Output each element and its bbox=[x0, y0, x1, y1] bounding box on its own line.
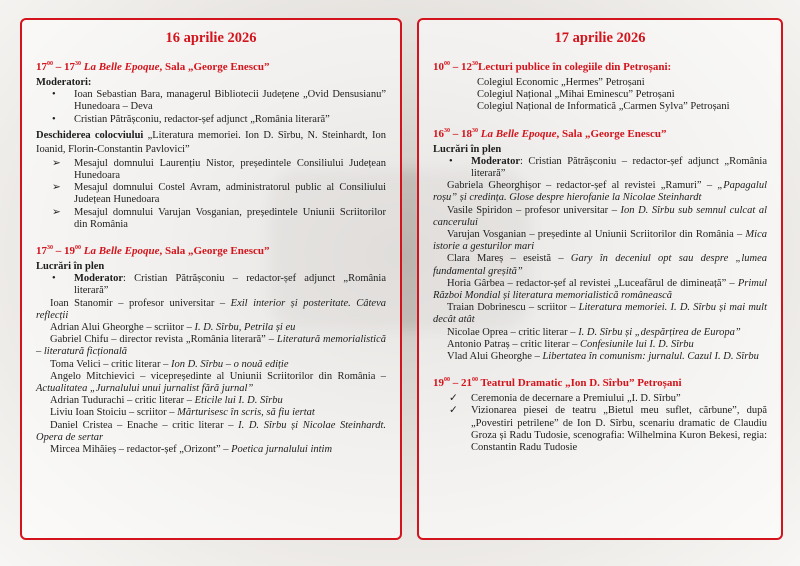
talk-title: Literatura memoriei. I. D. Sîrbu și mai mult decât atât bbox=[433, 302, 767, 326]
speaker: Nicolae Oprea – critic literar – bbox=[447, 326, 579, 338]
arrow-bullet-icon: ➢ bbox=[52, 182, 61, 194]
talk-entry bbox=[36, 298, 386, 322]
session-heading: $17^{00} - 17^{30}$ La Belle Epoque, Sala „George Enescu” bbox=[36, 61, 270, 73]
talk-title: Libertatea în comunism: jurnalul. Cazul I. D. Sîrbu bbox=[542, 351, 759, 363]
speaker: Adrian Tudurachi – critic literar – bbox=[50, 395, 195, 407]
plen-label: Lucrări în plen bbox=[36, 261, 105, 273]
talk-title: Mărturisesc în scris, să fiu iertat bbox=[177, 407, 315, 419]
talk-entry bbox=[36, 444, 386, 456]
speaker: Gabriel Chifu – director revista „România literară” – bbox=[50, 334, 277, 346]
arrow-bullet-icon: ➢ bbox=[52, 206, 61, 218]
talk-entry bbox=[433, 229, 767, 253]
session-heading: $17^{30} - 19^{00}$ La Belle Epoque, Sala „George Enescu” bbox=[36, 245, 270, 258]
speaker: Gabriela Gheorghișor – redactor-șef al revistei „Ramuri” – bbox=[447, 180, 718, 192]
speaker: Vlad Alui Gheorghe – bbox=[447, 351, 543, 363]
talk-entry bbox=[433, 302, 767, 326]
speaker: Varujan Vosganian – președinte al Uniunii Scriitorilor din România – bbox=[447, 229, 746, 241]
arrow-bullet-icon: ➢ bbox=[52, 157, 61, 169]
talk-title: Poetica jurnalului intim bbox=[231, 444, 333, 456]
college-item: Colegiul Național „Mihai Eminescu” Petroșani bbox=[477, 89, 675, 101]
bullet-icon: • bbox=[52, 89, 56, 101]
speaker: Angelo Mitchievici – vicepreședinte al Uniunii Scriitorilor din România – bbox=[50, 370, 386, 382]
talks-list bbox=[433, 180, 767, 363]
list-item: • Moderator: Cristian Pătrășconiu – redactor-șef adjunct „România literară” bbox=[52, 273, 386, 297]
moderator-list bbox=[433, 156, 767, 180]
talk-entry bbox=[36, 322, 386, 334]
talk-entry bbox=[433, 339, 767, 351]
messages-list bbox=[36, 158, 386, 231]
day-2-panel bbox=[417, 18, 783, 540]
talk-entry bbox=[433, 205, 767, 229]
session-heading: $16^{30} - 18^{30}$ La Belle Epoque, Sala „George Enescu” bbox=[433, 127, 667, 140]
talks-list bbox=[36, 298, 386, 457]
talk-title: I. D. Sîrbu și Nicolae Steinhardt. Opera de sertar bbox=[36, 419, 386, 443]
speaker: Vasile Spiridon – profesor universitar – bbox=[447, 204, 621, 216]
day-1-panel bbox=[20, 18, 402, 540]
list-item: • Ioan Sebastian Bara, managerul Bibliotecii Județene „Ovid Densusianu” Hunedoara – Deva bbox=[52, 89, 386, 113]
college-item: Colegiul Economic „Hermes” Petroșani bbox=[477, 77, 645, 88]
talk-entry bbox=[433, 278, 767, 302]
checkmark-icon: ✓ bbox=[449, 405, 458, 417]
speaker: Mircea Mihăieș – redactor-șef „Orizont” – bbox=[50, 444, 232, 456]
talk-entry bbox=[36, 334, 386, 358]
moderators-list bbox=[36, 89, 386, 126]
events-list bbox=[433, 393, 767, 454]
talk-entry bbox=[433, 180, 767, 204]
talk-title: Confesiunile lui I. D. Sîrbu bbox=[579, 338, 694, 350]
moderator-list bbox=[36, 273, 386, 297]
list-item: ➢ Mesajul domnului Varujan Vosganian, președintele Uniunii Scriitorilor din România bbox=[52, 206, 386, 230]
speaker: Toma Velici – critic literar – bbox=[50, 358, 171, 370]
talk-title: Gary în deceniul opt sau despre „lumea fundamental greșită” bbox=[433, 253, 768, 277]
college-item: Colegiul Național de Informatică „Carmen Sylva” Petroșani bbox=[477, 101, 730, 113]
speaker: Antonio Patraș – critic literar – bbox=[447, 338, 580, 350]
day-title: 17 aprilie 2026 bbox=[554, 30, 646, 46]
speaker: Ioan Stanomir – profesor universitar – bbox=[50, 297, 231, 309]
speaker: Clara Mareș – eseistă – bbox=[447, 253, 571, 265]
talk-title: Ion D. Sîrbu sub semnul culcat al cancerului bbox=[433, 204, 767, 228]
talk-title: I. D. Sîrbu și „despărțirea de Europa” bbox=[578, 326, 741, 338]
talk-entry bbox=[433, 253, 767, 277]
moderators-label: Moderatori: bbox=[36, 77, 92, 88]
bullet-icon: • bbox=[449, 155, 453, 167]
talk-title: „Papagalul roșu” și credința. Glose despre hierofanie la Nicolae Steinhardt bbox=[433, 180, 767, 204]
bullet-icon: • bbox=[52, 273, 56, 285]
talk-entry bbox=[36, 407, 386, 419]
speaker: Horia Gârbea – redactor-șef al revistei „Luceafărul de dimineață” – bbox=[447, 277, 738, 289]
talk-entry bbox=[433, 327, 767, 339]
opening-paragraph: Deschiderea colocviului „Literatura memoriei. Ion D. Sîrbu, N. Steinhardt, Ion Ioanid, Florin-Constantin Pavlovici” bbox=[36, 129, 387, 156]
talk-entry bbox=[36, 359, 386, 371]
talk-title: Eticile lui I. D. Sîrbu bbox=[194, 395, 283, 407]
speaker: Daniel Cristea – Enache – critic literar – bbox=[50, 419, 239, 431]
talk-entry bbox=[36, 371, 386, 395]
list-item: ➢ Mesajul domnului Costel Avram, administratorul public al Consiliului Județean Hunedoara bbox=[52, 182, 386, 206]
speaker: Liviu Ioan Stoiciu – scriitor – bbox=[50, 407, 178, 419]
list-item: • Moderator: Cristian Pătrășconiu – redactor-șef adjunct „România literară” bbox=[449, 155, 767, 180]
talk-title: Ion D. Sîrbu – o nouă ediție bbox=[170, 358, 289, 370]
talk-title: I. D. Sîrbu, Petrila și eu bbox=[194, 322, 296, 334]
checkmark-icon: ✓ bbox=[449, 393, 458, 405]
talk-title: Exil interior și posteritate. Câteva reflecții bbox=[36, 297, 387, 321]
speaker: Traian Dobrinescu – scriitor – bbox=[447, 302, 579, 314]
talk-title: Actualitatea „Jurnalului unui jurnalist fără jurnal” bbox=[36, 383, 254, 395]
list-item: ✓ Vizionarea piesei de teatru „Bietul meu suflet, cărbune”, după „Povestiri petrilene” de Ion D. Sîrbu, scenariu dramatic de Claudiu Groza și Radu Tudosie, scenografia: Wilhelmina Kuron Bekesi, regia: Constantin Radu Tudosie bbox=[449, 405, 767, 454]
talk-entry bbox=[36, 420, 386, 444]
speaker: Adrian Alui Gheorghe – scriitor – bbox=[50, 322, 195, 334]
session-heading: $19^{00} - 21^{00}$ Teatrul Dramatic „Ion D. Sîrbu” Petroșani bbox=[433, 377, 682, 390]
talk-title: Literatură memorialistică – literatură ficțională bbox=[36, 334, 387, 358]
talk-title: Mica istorie a gesturilor mari bbox=[433, 229, 767, 253]
talk-entry bbox=[433, 351, 767, 363]
list-item: • Cristian Pătrășconiu, redactor-șef adjunct „România literară” bbox=[52, 113, 330, 125]
talk-title: Primul Război Mondial și literatura memorialistică românească bbox=[433, 277, 767, 302]
session-heading: $10^{00}$ – $12^{30}Lecturi$ publice în colegiile din Petroșani: bbox=[433, 61, 672, 73]
talk-entry bbox=[36, 395, 386, 407]
bullet-icon: • bbox=[52, 113, 56, 125]
day-title: 16 aprilie 2026 bbox=[165, 30, 257, 46]
list-item: ✓ Ceremonia de decernare a Premiului „I. D. Sîrbu” bbox=[449, 393, 681, 405]
list-item: ➢ Mesajul domnului Laurențiu Nistor, președintele Consiliului Județean Hunedoara bbox=[52, 157, 386, 182]
plen-label: Lucrări în plen bbox=[433, 143, 502, 155]
